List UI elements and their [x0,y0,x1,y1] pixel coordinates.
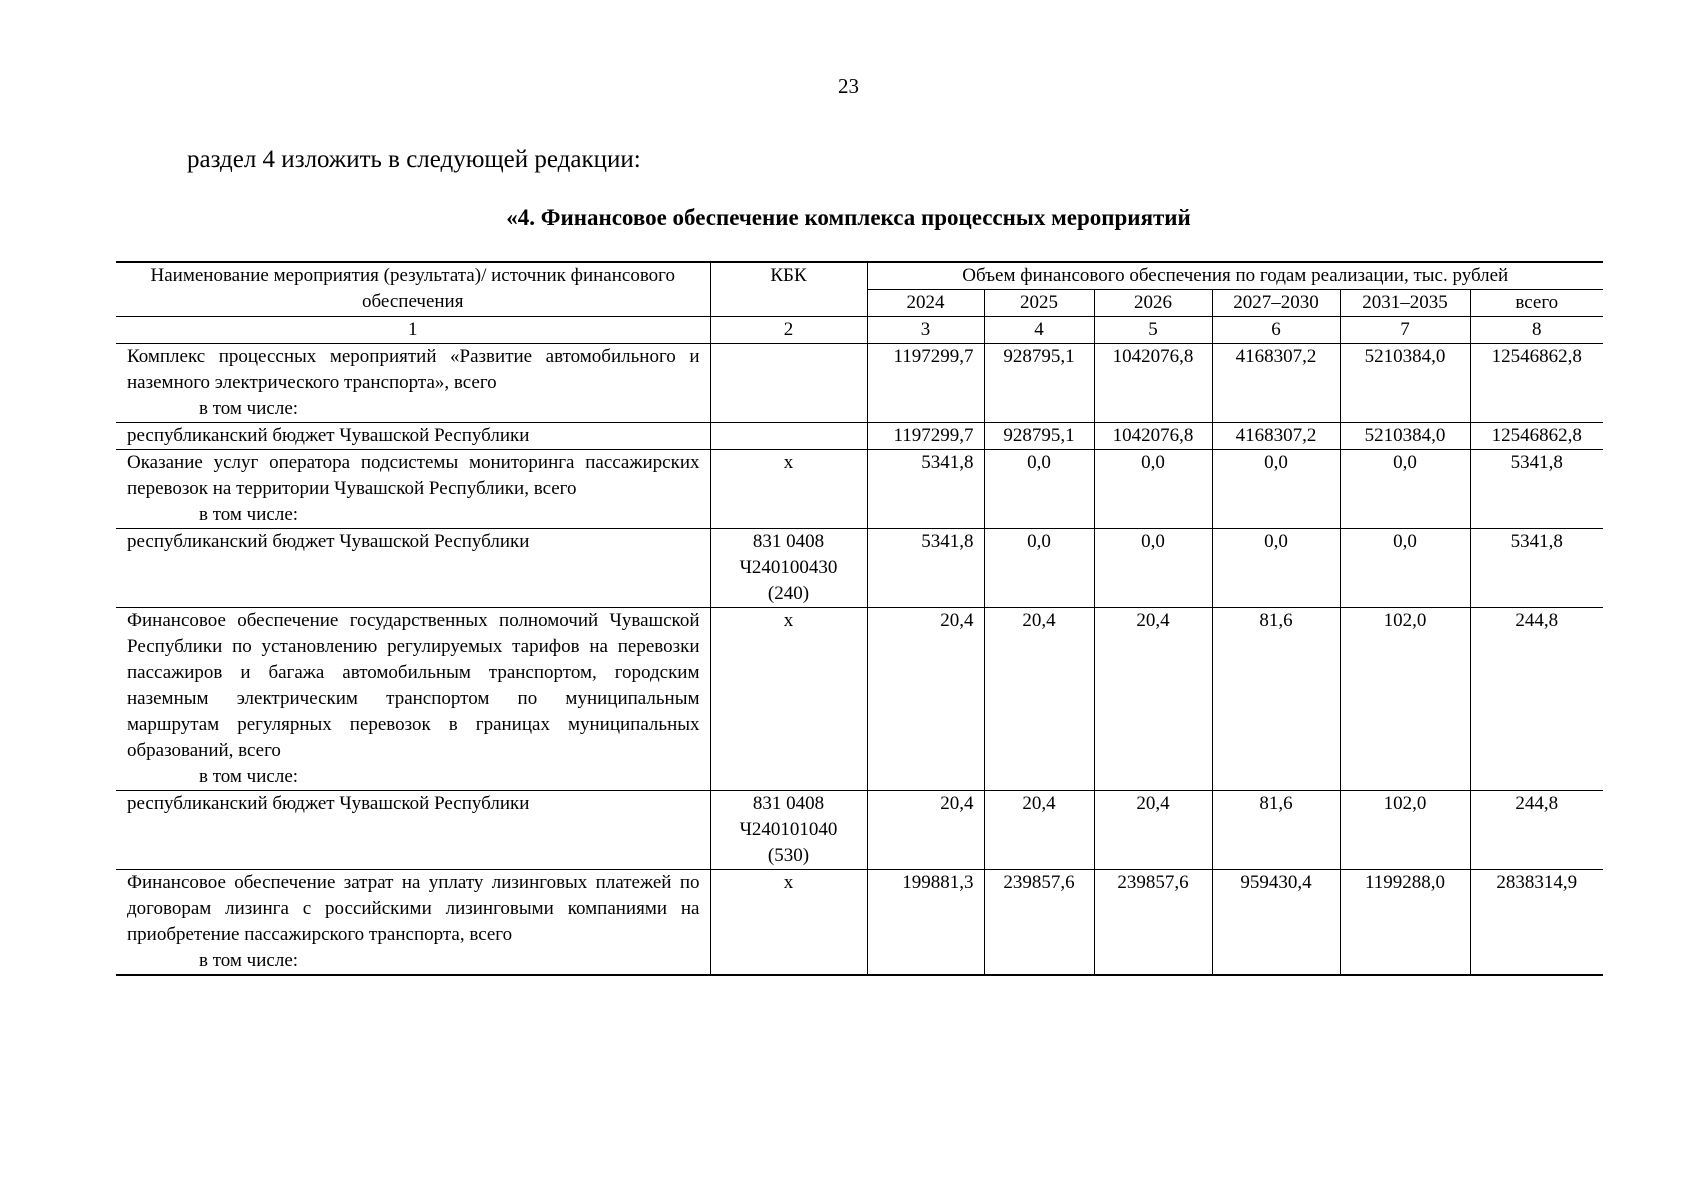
table-row [116,423,1603,450]
header-total-cell: всего [1470,290,1603,317]
row-sub-label: в том числе: [199,398,299,419]
section-title: «4. Финансовое обеспечение комплекса процессных мероприятий [506,205,1191,230]
row-name-cell [116,608,710,791]
row-value-cell: 244,8 [1470,608,1603,791]
table-row [116,344,1603,423]
table-row [116,450,1603,529]
row-kbk-cell [710,529,867,608]
financing-table [116,261,1603,976]
kbk-line: х [783,872,794,893]
kbk-line: Ч240101040 [739,819,838,840]
row-value-cell: 1197299,7 [867,344,984,423]
row-sub-label: в том числе: [199,504,299,525]
row-name-text: Комплекс процессных мероприятий «Развитие автомобильного и наземного электрического транспорта», всего [127,346,700,393]
row-value-cell: 959430,4 [1212,870,1340,976]
page-number: 23 [838,74,859,98]
row-sub-label: в том числе: [199,766,299,787]
row-name-text: республиканский бюджет Чувашской Республики [127,425,530,446]
header-year-cell: 2027–2030 [1212,290,1340,317]
kbk-line: (240) [767,583,810,604]
column-number-cell: 4 [984,317,1094,344]
row-value-cell: 928795,1 [984,344,1094,423]
row-name-cell [116,344,710,423]
row-value-cell: 5341,8 [1470,529,1603,608]
kbk-line: (530) [767,845,810,866]
row-value-cell: 5341,8 [1470,450,1603,529]
row-sub-label: в том числе: [199,950,299,971]
kbk-line: 831 0408 [752,531,825,552]
header-year-cell: 2031–2035 [1340,290,1470,317]
row-value-cell: 2838314,9 [1470,870,1603,976]
column-number-cell: 1 [116,317,710,344]
row-value-cell: 0,0 [1340,450,1470,529]
row-value-cell: 199881,3 [867,870,984,976]
table-row [116,791,1603,870]
column-number-row [116,317,1603,344]
row-value-cell: 0,0 [1094,450,1212,529]
table-row [116,870,1603,976]
row-value-cell: 5341,8 [867,450,984,529]
row-value-cell: 102,0 [1340,791,1470,870]
intro-text: раздел 4 изложить в следующей редакции: [187,146,641,173]
row-name-text: республиканский бюджет Чувашской Республики [127,793,530,814]
kbk-line: х [783,610,794,631]
header-row-top [116,262,1603,290]
row-value-cell: 81,6 [1212,608,1340,791]
row-name-cell [116,791,710,870]
row-value-cell: 20,4 [984,608,1094,791]
row-value-cell: 4168307,2 [1212,423,1340,450]
row-value-cell: 1197299,7 [867,423,984,450]
row-value-cell: 20,4 [867,608,984,791]
header-year-cell: 2024 [867,290,984,317]
row-name-cell [116,529,710,608]
row-value-cell: 20,4 [984,791,1094,870]
row-value-cell: 239857,6 [1094,870,1212,976]
row-value-cell: 5210384,0 [1340,344,1470,423]
row-kbk-cell [710,344,867,423]
header-volume-cell: Объем финансового обеспечения по годам реализации, тыс. рублей [867,262,1603,290]
kbk-line: 831 0408 [752,793,825,814]
row-value-cell: 244,8 [1470,791,1603,870]
row-value-cell: 239857,6 [984,870,1094,976]
row-name-text: Оказание услуг оператора подсистемы мониторинга пассажирских перевозок на территории Чувашской Республики, всего [127,452,700,499]
row-name-cell [116,870,710,976]
row-kbk-cell [710,870,867,976]
row-value-cell: 0,0 [1212,529,1340,608]
row-value-cell: 12546862,8 [1470,344,1603,423]
row-value-cell: 1042076,8 [1094,423,1212,450]
column-number-cell: 2 [710,317,867,344]
column-number-cell: 3 [867,317,984,344]
row-name-text: Финансовое обеспечение затрат на уплату лизинговых платежей по договорам лизинга с российскими лизинговыми компаниями на приобретение пассажирского транспорта, всего [127,872,700,945]
row-kbk-cell [710,450,867,529]
column-number-cell: 8 [1470,317,1603,344]
row-value-cell: 4168307,2 [1212,344,1340,423]
row-name-cell [116,423,710,450]
row-name-cell [116,450,710,529]
table-row [116,529,1603,608]
header-kbk-cell: КБК [710,262,867,317]
row-value-cell: 12546862,8 [1470,423,1603,450]
row-value-cell: 0,0 [984,450,1094,529]
row-kbk-cell [710,608,867,791]
row-value-cell: 0,0 [1094,529,1212,608]
row-value-cell: 928795,1 [984,423,1094,450]
row-value-cell: 102,0 [1340,608,1470,791]
kbk-line: х [783,452,794,473]
header-year-cell: 2025 [984,290,1094,317]
row-value-cell: 20,4 [867,791,984,870]
row-value-cell: 5341,8 [867,529,984,608]
row-value-cell: 5210384,0 [1340,423,1470,450]
kbk-line: Ч240100430 [739,557,838,578]
row-value-cell: 1042076,8 [1094,344,1212,423]
row-name-text: Финансовое обеспечение государственных полномочий Чувашской Республики по установлению регулируемых тарифов на перевозки пассажиров и багажа автомобильным транспортом, городским наземным электрическим транспортом по муниципальным маршрутам регулярных перевозок в границах муниципальных образований, всего [127,610,700,761]
header-year-cell: 2026 [1094,290,1212,317]
row-kbk-cell [710,791,867,870]
table-row [116,608,1603,791]
row-value-cell: 20,4 [1094,791,1212,870]
row-value-cell: 1199288,0 [1340,870,1470,976]
row-kbk-cell [710,423,867,450]
header-name-cell: Наименование мероприятия (результата)/ источник финансового обеспечения [116,262,710,317]
column-number-cell: 7 [1340,317,1470,344]
column-number-cell: 5 [1094,317,1212,344]
row-value-cell: 0,0 [984,529,1094,608]
row-value-cell: 20,4 [1094,608,1212,791]
row-value-cell: 0,0 [1212,450,1340,529]
row-value-cell: 81,6 [1212,791,1340,870]
row-value-cell: 0,0 [1340,529,1470,608]
column-number-cell: 6 [1212,317,1340,344]
row-name-text: республиканский бюджет Чувашской Республики [127,531,530,552]
